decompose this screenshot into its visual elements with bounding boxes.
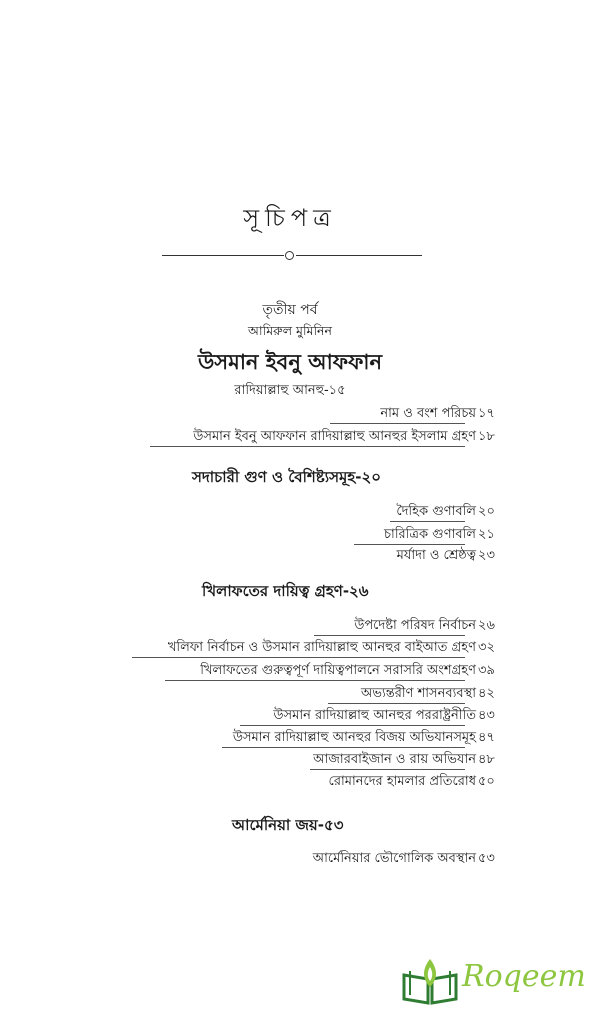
toc-page-number: ৪৭ [478, 730, 495, 745]
publisher-wordmark: Roqeem [462, 959, 586, 994]
entry-underline [150, 446, 465, 447]
title-divider [162, 250, 422, 262]
section-heading: আর্মেনিয়া জয়-৫৩ [232, 816, 344, 834]
divider-line-left [162, 255, 284, 256]
subject-name-heading: উসমান ইবনু আফফান [197, 350, 383, 374]
toc-entry[interactable]: আজারবাইজান ও রায় অভিযান [313, 752, 476, 767]
entry-underline [328, 703, 465, 704]
epithet-label: আমিরুল মুমিনিন [248, 323, 332, 338]
entry-underline [222, 747, 465, 748]
toc-entry[interactable]: খিলাফতের গুরুত্বপূর্ণ দায়িত্বপালনে সরাসরি অংশগ্রহণ [200, 663, 476, 678]
divider-line-right [296, 255, 422, 256]
entry-underline [310, 769, 465, 770]
book-lantern-icon [400, 955, 460, 1005]
page-title: সূচিপত্র [243, 204, 337, 232]
section-heading: খিলাফতের দায়িত্ব গ্রহণ-২৬ [202, 582, 369, 600]
entry-underline [240, 725, 465, 726]
toc-entry[interactable]: আর্মেনিয়ার ভৌগোলিক অবস্থান [312, 851, 476, 866]
toc-page-number: ৪৮ [478, 752, 495, 767]
divider-circle-ornament [285, 251, 294, 260]
toc-entry[interactable]: খলিফা নির্বাচন ও উসমান রাদিয়াল্লাহু আনহুর বাইআত গ্রহণ [167, 640, 476, 655]
part-label: তৃতীয় পর্ব [262, 302, 318, 318]
section-heading: সদাচারী গুণ ও বৈশিষ্ট্যসমূহ-২০ [192, 468, 381, 486]
toc-entry[interactable]: অভ্যন্তরীণ শাসনব্যবস্থা [361, 686, 476, 701]
toc-entry[interactable]: উসমান রাদিয়াল্লাহু আনহুর পররাষ্ট্রনীতি [273, 708, 476, 723]
toc-page-number: ৩২ [478, 640, 495, 655]
publisher-logo [400, 955, 585, 1005]
toc-page-number: ৪২ [478, 686, 495, 701]
toc-page-number: ২৩ [478, 548, 495, 563]
toc-entry[interactable]: মর্যাদা ও শ্রেষ্ঠত্ব [396, 548, 476, 563]
toc-entry[interactable]: নাম ও বংশ পরিচয় [380, 406, 476, 421]
entry-underline [132, 657, 465, 658]
toc-page-number: ৫৩ [478, 851, 495, 866]
toc-page-number: ৩৯ [478, 663, 495, 678]
toc-page-number: ২৬ [478, 618, 495, 633]
toc-page-number: ১৭ [478, 406, 495, 421]
toc-entry[interactable]: উপদেষ্টা পরিষদ নির্বাচন [354, 618, 476, 633]
toc-entry[interactable]: দৈহিক গুণাবলি [396, 504, 476, 519]
toc-page-number: ২০ [478, 504, 495, 519]
toc-entry[interactable]: উসমান রাদিয়াল্লাহু আনহুর বিজয় অভিযানসমূহ [232, 730, 476, 745]
toc-page-number: ৪৩ [478, 708, 495, 723]
honorific-label: রাদিয়াল্লাহু আনহু-১৫ [234, 383, 346, 398]
toc-page-number: ৫০ [478, 774, 495, 789]
toc-page-number: ২১ [478, 527, 495, 542]
toc-entry[interactable]: চারিত্রিক গুণাবলি [384, 527, 476, 542]
entry-underline [165, 680, 465, 681]
entry-underline [330, 423, 465, 424]
entry-underline [390, 521, 465, 522]
toc-entry[interactable]: উসমান ইবনু আফফান রাদিয়াল্লাহু আনহুর ইসলাম গ্রহণ [193, 429, 476, 444]
toc-page-number: ১৮ [478, 429, 495, 444]
entry-underline [354, 544, 465, 545]
entry-underline [314, 635, 465, 636]
toc-entry[interactable]: রোমানদের হামলার প্রতিরোধ [328, 774, 476, 789]
